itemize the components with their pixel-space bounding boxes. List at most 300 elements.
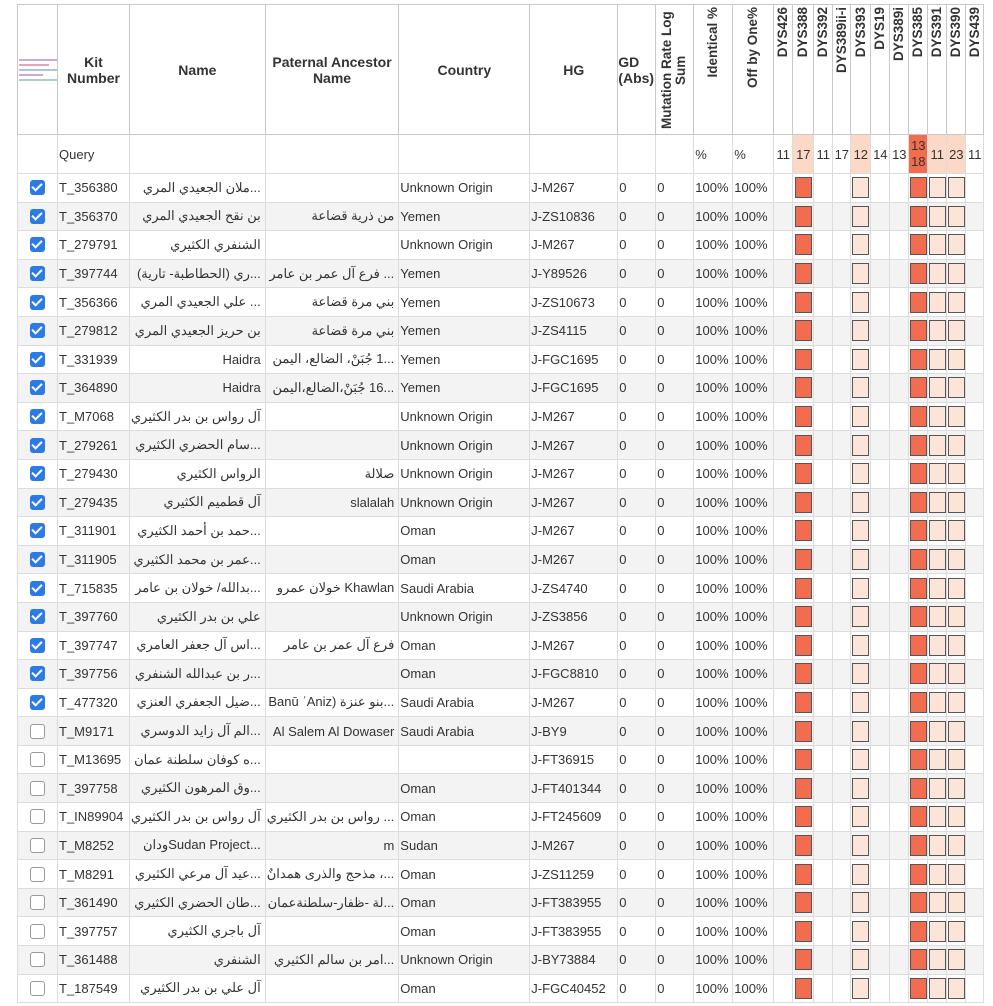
row-checkbox-cell[interactable] [18, 974, 58, 1003]
row-checkbox[interactable] [30, 781, 45, 796]
col-gd[interactable]: GD (Abs) [618, 5, 656, 135]
results-table [17, 4, 984, 1003]
country: Saudi Arabia [399, 574, 530, 603]
paternal-ancestor: بني مرة قضاعة [265, 316, 399, 345]
marker-cell [890, 259, 909, 288]
paternal-ancestor [265, 974, 399, 1003]
col-mutation[interactable]: Mutation Rate Log Sum [656, 5, 694, 135]
marker-cell [890, 860, 909, 889]
row-checkbox-cell[interactable] [18, 374, 58, 403]
row-checkbox[interactable] [30, 180, 45, 195]
marker-swatch [852, 435, 869, 456]
table-row[interactable] [18, 602, 984, 631]
table-row[interactable] [18, 888, 984, 917]
marker-cell [774, 574, 793, 603]
marker-swatch [929, 549, 946, 570]
marker-cell [774, 316, 793, 345]
row-checkbox-cell[interactable] [18, 917, 58, 946]
marker-cell [774, 545, 793, 574]
marker-swatch [795, 435, 812, 456]
col-dys385[interactable]: DYS385 [909, 5, 928, 135]
marker-cell [851, 288, 871, 317]
off-by-one-percent: 100% [733, 231, 774, 260]
person-name: Haidra [130, 345, 266, 374]
row-checkbox[interactable] [30, 523, 45, 538]
country: Saudi Arabia [399, 717, 530, 746]
marker-cell [774, 345, 793, 374]
marker-cell [966, 688, 984, 717]
marker-swatch [910, 606, 927, 627]
marker-cell [947, 688, 966, 717]
marker-cell [928, 660, 947, 689]
marker-cell [814, 202, 833, 231]
table-row[interactable] [18, 774, 984, 803]
off-by-one-percent: 100% [733, 488, 774, 517]
marker-cell [966, 231, 984, 260]
col-dys391[interactable]: DYS391 [928, 5, 947, 135]
kit-number[interactable]: T_M8291 [58, 860, 130, 889]
table-row[interactable] [18, 459, 984, 488]
row-checkbox-cell[interactable] [18, 946, 58, 975]
marker-swatch [795, 492, 812, 513]
person-name: ...عيد آل مرعي الكثيري [130, 860, 266, 889]
table-row[interactable] [18, 688, 984, 717]
marker-cell [890, 574, 909, 603]
marker-cell [833, 202, 851, 231]
identical-percent: 100% [694, 660, 733, 689]
row-checkbox-cell[interactable] [18, 259, 58, 288]
haplogroup: J-M267 [530, 688, 618, 717]
row-checkbox[interactable] [30, 838, 45, 853]
row-checkbox-cell[interactable] [18, 488, 58, 517]
marker-swatch [948, 463, 965, 484]
person-name: ...بدالله/ خولان بن عامر [130, 574, 266, 603]
marker-cell [833, 259, 851, 288]
col-dys19[interactable]: DYS19 [871, 5, 890, 135]
table-row[interactable] [18, 917, 984, 946]
marker-cell [966, 774, 984, 803]
query-offbyone: % [733, 135, 774, 174]
genetic-distance: 0 [618, 517, 656, 546]
col-kit[interactable]: Kit Number [58, 5, 130, 135]
haplogroup: J-ZS10673 [530, 288, 618, 317]
marker-swatch [852, 292, 869, 313]
marker-cell [909, 574, 928, 603]
row-checkbox-cell[interactable] [18, 717, 58, 746]
marker-cell [833, 974, 851, 1003]
marker-cell [814, 174, 833, 203]
table-row[interactable] [18, 402, 984, 431]
haplogroup: J-BY73884 [530, 946, 618, 975]
marker-cell [928, 745, 947, 774]
marker-cell [890, 402, 909, 431]
genetic-distance: 0 [618, 631, 656, 660]
kit-number[interactable]: T_M13695 [58, 745, 130, 774]
haplogroup: J-ZS10836 [530, 202, 618, 231]
marker-swatch [929, 635, 946, 656]
marker-cell [947, 316, 966, 345]
identical-percent: 100% [694, 888, 733, 917]
row-checkbox[interactable] [30, 809, 45, 824]
paternal-ancestor [265, 745, 399, 774]
marker-cell [928, 574, 947, 603]
marker-swatch [795, 635, 812, 656]
table-row[interactable] [18, 431, 984, 460]
row-checkbox-cell[interactable] [18, 202, 58, 231]
marker-swatch [852, 234, 869, 255]
marker-swatch [852, 978, 869, 999]
kit-number[interactable]: T_279812 [58, 316, 130, 345]
kit-number[interactable]: T_356366 [58, 288, 130, 317]
kit-number[interactable]: T_364890 [58, 374, 130, 403]
marker-cell [851, 574, 871, 603]
table-row[interactable] [18, 660, 984, 689]
marker-cell [814, 574, 833, 603]
col-dys392[interactable]: DYS392 [814, 5, 833, 135]
off-by-one-percent: 100% [733, 602, 774, 631]
marker-cell [871, 459, 890, 488]
row-checkbox-cell[interactable] [18, 431, 58, 460]
marker-cell [851, 316, 871, 345]
marker-cell [814, 288, 833, 317]
kit-number[interactable]: T_M9171 [58, 717, 130, 746]
mutation-rate: 0 [656, 717, 694, 746]
marker-swatch [948, 263, 965, 284]
marker-cell [966, 374, 984, 403]
col-dys426[interactable]: DYS426 [774, 5, 793, 135]
marker-cell [966, 717, 984, 746]
col-identical[interactable]: Identical % [694, 5, 733, 135]
marker-cell [928, 174, 947, 203]
person-name: بن نقح الجعيدي المري [130, 202, 266, 231]
marker-swatch [910, 692, 927, 713]
row-checkbox[interactable] [30, 552, 45, 567]
kit-number[interactable]: T_279261 [58, 431, 130, 460]
marker-cell [966, 517, 984, 546]
tree-icon-header[interactable] [18, 5, 58, 135]
table-row[interactable] [18, 974, 984, 1003]
marker-cell [851, 374, 871, 403]
identical-percent: 100% [694, 488, 733, 517]
marker-cell [833, 517, 851, 546]
marker-swatch [948, 520, 965, 541]
marker-cell [871, 288, 890, 317]
identical-percent: 100% [694, 631, 733, 660]
marker-cell [890, 888, 909, 917]
table-row[interactable] [18, 831, 984, 860]
paternal-ancestor: صلالة [265, 459, 399, 488]
marker-cell [851, 402, 871, 431]
row-checkbox-cell[interactable] [18, 660, 58, 689]
country: Unknown Origin [399, 946, 530, 975]
col-hg[interactable]: HG [530, 5, 618, 135]
marker-swatch [795, 949, 812, 970]
kit-number[interactable]: T_311905 [58, 545, 130, 574]
identical-percent: 100% [694, 745, 733, 774]
row-checkbox-cell[interactable] [18, 231, 58, 260]
marker-cell [793, 946, 814, 975]
kit-number[interactable]: T_397747 [58, 631, 130, 660]
col-name[interactable]: Name [130, 5, 266, 135]
tree-icon[interactable] [19, 55, 57, 85]
off-by-one-percent: 100% [733, 174, 774, 203]
table-row[interactable] [18, 316, 984, 345]
row-checkbox[interactable] [30, 724, 45, 739]
marker-swatch [929, 234, 946, 255]
country: Oman [399, 803, 530, 832]
mutation-rate: 0 [656, 888, 694, 917]
paternal-ancestor: ...، مذحج والذرى همدانٌ [265, 860, 399, 889]
marker-cell [871, 774, 890, 803]
mutation-rate: 0 [656, 259, 694, 288]
marker-cell [928, 288, 947, 317]
kit-number[interactable]: T_279791 [58, 231, 130, 260]
kit-number[interactable]: T_361488 [58, 946, 130, 975]
table-row[interactable] [18, 202, 984, 231]
kit-number[interactable]: T_279435 [58, 488, 130, 517]
marker-swatch [948, 406, 965, 427]
row-checkbox[interactable] [30, 666, 45, 681]
row-checkbox[interactable] [30, 209, 45, 224]
row-checkbox-cell[interactable] [18, 459, 58, 488]
genetic-distance: 0 [618, 231, 656, 260]
col-dys393[interactable]: DYS393 [851, 5, 871, 135]
row-checkbox[interactable] [30, 295, 45, 310]
marker-swatch [948, 978, 965, 999]
table-row[interactable] [18, 860, 984, 889]
kit-number[interactable]: T_397757 [58, 917, 130, 946]
table-row[interactable] [18, 745, 984, 774]
marker-cell [909, 831, 928, 860]
marker-swatch [852, 349, 869, 370]
kit-number[interactable]: T_IN89904 [58, 803, 130, 832]
genetic-distance: 0 [618, 431, 656, 460]
person-name: ...ري (الحطاطبة- تارية) [130, 259, 266, 288]
row-checkbox[interactable] [30, 409, 45, 424]
row-checkbox[interactable] [30, 895, 45, 910]
marker-cell [909, 917, 928, 946]
row-checkbox-cell[interactable] [18, 688, 58, 717]
marker-swatch [852, 949, 869, 970]
off-by-one-percent: 100% [733, 374, 774, 403]
person-name: ...ه كوفان سلطنة عمان [130, 745, 266, 774]
table-row[interactable] [18, 803, 984, 832]
kit-number[interactable]: T_187549 [58, 974, 130, 1003]
row-checkbox-cell[interactable] [18, 316, 58, 345]
row-checkbox[interactable] [30, 380, 45, 395]
row-checkbox[interactable] [30, 466, 45, 481]
row-checkbox-cell[interactable] [18, 517, 58, 546]
marker-cell [871, 946, 890, 975]
row-checkbox[interactable] [30, 495, 45, 510]
table-row[interactable] [18, 517, 984, 546]
marker-cell [833, 402, 851, 431]
kit-number[interactable]: T_477320 [58, 688, 130, 717]
marker-cell [890, 717, 909, 746]
genetic-distance: 0 [618, 717, 656, 746]
haplogroup: J-ZS4740 [530, 574, 618, 603]
row-checkbox[interactable] [30, 952, 45, 967]
kit-number[interactable]: T_397744 [58, 259, 130, 288]
marker-cell [947, 831, 966, 860]
marker-cell [928, 374, 947, 403]
marker-cell [851, 888, 871, 917]
marker-cell [793, 888, 814, 917]
genetic-distance: 0 [618, 602, 656, 631]
col-dys390[interactable]: DYS390 [947, 5, 966, 135]
kit-number[interactable]: T_331939 [58, 345, 130, 374]
off-by-one-percent: 100% [733, 660, 774, 689]
marker-cell [793, 803, 814, 832]
kit-number[interactable]: T_M8252 [58, 831, 130, 860]
row-checkbox-cell[interactable] [18, 345, 58, 374]
marker-cell [774, 231, 793, 260]
col-dys439[interactable]: DYS439 [966, 5, 984, 135]
marker-swatch [910, 864, 927, 885]
row-checkbox[interactable] [30, 638, 45, 653]
marker-swatch [795, 692, 812, 713]
marker-cell [814, 345, 833, 374]
row-checkbox[interactable] [30, 352, 45, 367]
kit-number[interactable]: T_397760 [58, 602, 130, 631]
marker-cell [928, 231, 947, 260]
col-pan[interactable]: Paternal Ancestor Name [265, 5, 399, 135]
row-checkbox-cell[interactable] [18, 545, 58, 574]
kit-number[interactable]: T_397758 [58, 774, 130, 803]
paternal-ancestor: Al Salem Al Dowaser [265, 717, 399, 746]
table-row[interactable] [18, 946, 984, 975]
kit-number[interactable]: T_715835 [58, 574, 130, 603]
marker-swatch [852, 463, 869, 484]
row-checkbox-cell[interactable] [18, 402, 58, 431]
paternal-ancestor [265, 174, 399, 203]
table-row[interactable] [18, 174, 984, 203]
marker-cell [909, 374, 928, 403]
person-name: ...طان الحضري الكثيري [130, 888, 266, 917]
row-checkbox[interactable] [30, 266, 45, 281]
marker-swatch [795, 520, 812, 541]
row-checkbox[interactable] [30, 581, 45, 596]
marker-swatch [852, 721, 869, 742]
genetic-distance: 0 [618, 774, 656, 803]
marker-cell [833, 174, 851, 203]
row-checkbox[interactable] [30, 323, 45, 338]
row-checkbox-cell[interactable] [18, 174, 58, 203]
row-checkbox-cell[interactable] [18, 831, 58, 860]
row-checkbox[interactable] [30, 438, 45, 453]
table-row[interactable] [18, 717, 984, 746]
table-row[interactable] [18, 574, 984, 603]
kit-number[interactable]: T_397756 [58, 660, 130, 689]
marker-swatch [948, 606, 965, 627]
row-checkbox[interactable] [30, 981, 45, 996]
marker-cell [909, 631, 928, 660]
mutation-rate: 0 [656, 488, 694, 517]
marker-swatch [910, 778, 927, 799]
kit-number[interactable]: T_311901 [58, 517, 130, 546]
marker-cell [793, 459, 814, 488]
table-row[interactable] [18, 488, 984, 517]
country: Oman [399, 517, 530, 546]
row-checkbox[interactable] [30, 867, 45, 882]
row-checkbox[interactable] [30, 695, 45, 710]
col-dys389i[interactable]: DYS389i [890, 5, 909, 135]
marker-cell [947, 545, 966, 574]
marker-cell [909, 974, 928, 1003]
row-checkbox[interactable] [30, 237, 45, 252]
marker-cell [890, 231, 909, 260]
table-row[interactable] [18, 288, 984, 317]
row-checkbox-cell[interactable] [18, 888, 58, 917]
col-dys388[interactable]: DYS388 [793, 5, 814, 135]
table-row[interactable] [18, 545, 984, 574]
marker-cell [871, 917, 890, 946]
marker-cell [966, 946, 984, 975]
marker-cell [871, 660, 890, 689]
kit-number[interactable]: T_279430 [58, 459, 130, 488]
row-checkbox[interactable] [30, 924, 45, 939]
row-checkbox-cell[interactable] [18, 602, 58, 631]
kit-number[interactable]: T_M7068 [58, 402, 130, 431]
table-row[interactable] [18, 259, 984, 288]
country: Oman [399, 917, 530, 946]
row-checkbox-cell[interactable] [18, 288, 58, 317]
table-row[interactable] [18, 231, 984, 260]
col-offbyone[interactable]: Off by One% [733, 5, 774, 135]
row-checkbox-cell[interactable] [18, 631, 58, 660]
marker-cell [947, 345, 966, 374]
kit-number[interactable]: T_361490 [58, 888, 130, 917]
marker-swatch [852, 206, 869, 227]
marker-cell [774, 774, 793, 803]
marker-swatch [910, 635, 927, 656]
haplogroup: J-BY9 [530, 717, 618, 746]
identical-percent: 100% [694, 174, 733, 203]
country: Oman [399, 860, 530, 889]
row-checkbox-cell[interactable] [18, 745, 58, 774]
row-checkbox-cell[interactable] [18, 860, 58, 889]
row-checkbox-cell[interactable] [18, 774, 58, 803]
row-checkbox[interactable] [30, 752, 45, 767]
genetic-distance: 0 [618, 745, 656, 774]
marker-swatch [929, 806, 946, 827]
marker-cell [793, 774, 814, 803]
marker-cell [851, 488, 871, 517]
identical-percent: 100% [694, 374, 733, 403]
marker-swatch [929, 492, 946, 513]
paternal-ancestor: ... رواس بن بدر الكثيري [265, 803, 399, 832]
row-checkbox[interactable] [30, 609, 45, 624]
marker-cell [851, 545, 871, 574]
kit-number[interactable]: T_356370 [58, 202, 130, 231]
col-country[interactable]: Country [399, 5, 530, 135]
table-row[interactable] [18, 345, 984, 374]
genetic-distance: 0 [618, 946, 656, 975]
row-checkbox-cell[interactable] [18, 803, 58, 832]
marker-cell [851, 974, 871, 1003]
marker-swatch [948, 206, 965, 227]
table-row[interactable] [18, 374, 984, 403]
col-dys389ii[interactable]: DYS389ii-i [833, 5, 851, 135]
table-row[interactable] [18, 631, 984, 660]
marker-swatch [929, 349, 946, 370]
off-by-one-percent: 100% [733, 774, 774, 803]
row-checkbox-cell[interactable] [18, 574, 58, 603]
identical-percent: 100% [694, 717, 733, 746]
kit-number[interactable]: T_356380 [58, 174, 130, 203]
marker-swatch [852, 778, 869, 799]
mutation-rate: 0 [656, 631, 694, 660]
